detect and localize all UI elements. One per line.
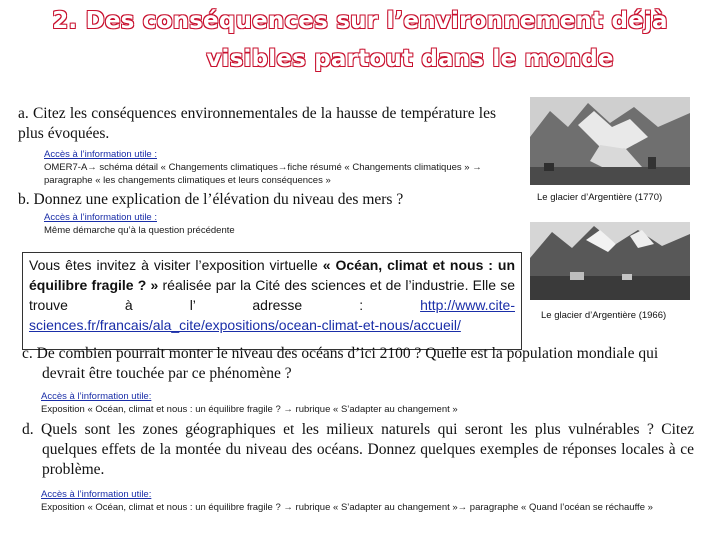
box-intro: Vous êtes invitez à visiter l’exposition virtuelle xyxy=(29,257,323,273)
info-detail-d: Exposition « Océan, climat et nous : un équilibre fragile ? → rubrique « S’adapter au changement »→ paragraphe « Quand l’océan se réchauffe » xyxy=(41,502,653,513)
box-exhibition-title: « Océan, climat et nous : un équilibre fragile ? » xyxy=(29,257,516,293)
question-d: d. Quels sont les zones géographiques et les milieux naturels qui seront les plus vulnérables ? Citez quelques effets de la montée du niveau des océans. Donnez quelques exemples de réponses locales à ce problème. xyxy=(22,421,694,478)
box-rest: réalisée par la Cité des sciences et de l’industrie. Elle se trouve à l’ adresse : xyxy=(29,277,515,313)
info-detail-a: OMER7-A→ schéma détail « Changements climatiques→fiche résumé « Changements climatiques » → paragraphe « les changements climatiques et leurs conséquences » xyxy=(44,162,482,186)
caption-1966: Le glacier d’Argentière (1966) xyxy=(541,310,667,321)
info-link-d[interactable]: Accès à l’information utile: xyxy=(41,489,152,500)
info-detail-c: Exposition « Océan, climat et nous : un équilibre fragile ? → rubrique « S’adapter au changement » xyxy=(41,404,458,415)
info-note-d xyxy=(41,488,691,514)
exhibition-info-box xyxy=(22,252,522,350)
title-line-2: visibles partout dans le monde xyxy=(206,46,614,72)
info-link-a[interactable]: Accès à l’information utile : xyxy=(44,149,157,160)
info-note-b xyxy=(44,211,494,237)
question-c: c. De combien pourrait monter le niveau des océans d’ici 2100 ? Quelle est la population mondiale qui devrait être touchée par ce phénomène ? xyxy=(22,345,659,382)
info-link-b[interactable]: Accès à l’information utile : xyxy=(44,212,157,223)
info-note-c xyxy=(41,390,681,416)
question-b: b. Donnez une explication de l’élévation du niveau des mers ? xyxy=(18,191,404,208)
info-link-c[interactable]: Accès à l’information utile: xyxy=(41,391,152,402)
question-a: a. Citez les conséquences environnementales de la hausse de température les plus évoquées. xyxy=(18,105,496,142)
info-note-a xyxy=(44,148,494,187)
glacier-1966-illustration xyxy=(530,222,690,300)
caption-1770: Le glacier d’Argentière (1770) xyxy=(537,192,663,203)
glacier-photo-1966 xyxy=(530,222,690,300)
glacier-1770-illustration xyxy=(530,97,690,185)
info-detail-b: Même démarche qu’à la question précédente xyxy=(44,225,235,236)
exhibition-url-link[interactable]: http://www.cite-sciences.fr/francais/ala_cite/expositions/ocean-climat-et-nous/accueil/ xyxy=(29,297,515,333)
title-line-1: 2. Des conséquences sur l’environnement déjà xyxy=(52,8,668,34)
glacier-photo-1770 xyxy=(530,97,690,185)
